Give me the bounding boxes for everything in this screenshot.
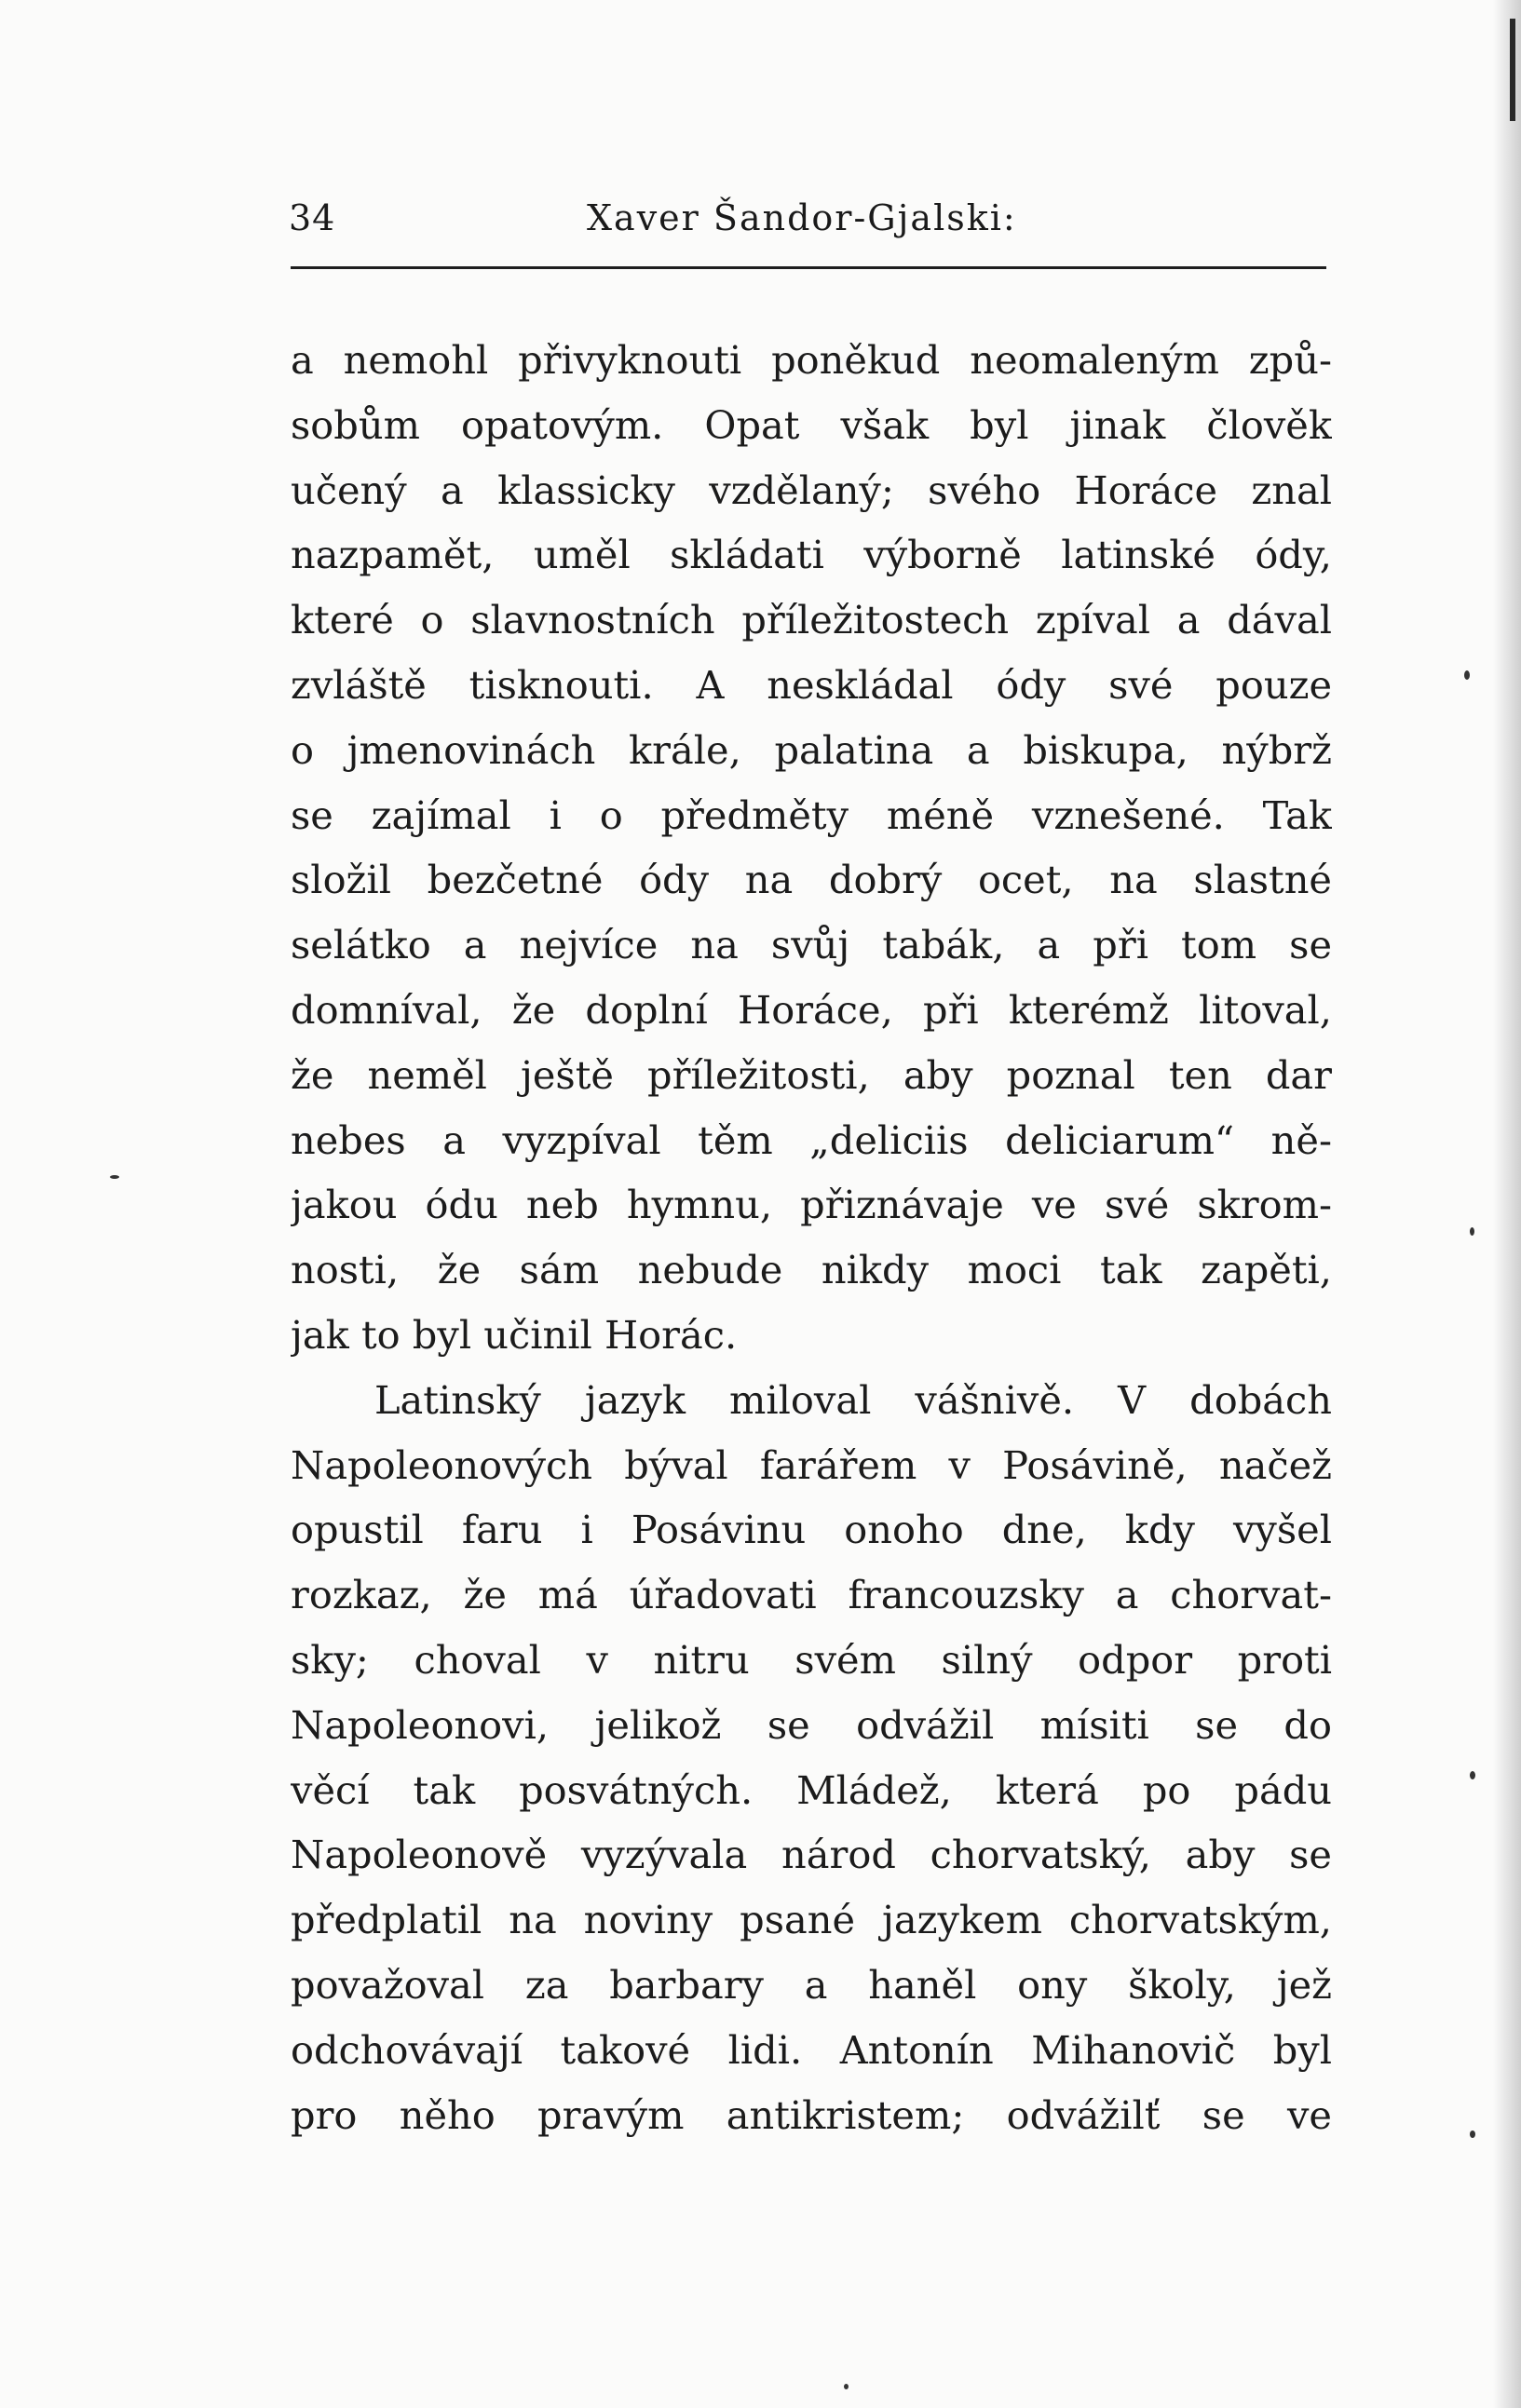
text-line: jak to byl učinil Horác. <box>291 1311 738 1358</box>
text-line: věcí tak posvátných. Mládež, která po pádu <box>291 1766 1332 1813</box>
text-line: odchovávají takové lidi. Antonín Mihanovič byl <box>291 2026 1332 2073</box>
text-line: se zajímal i o předměty méně vznešené. Tak <box>291 791 1332 838</box>
text-line: pro něho pravým antikristem; odvážilť se ve <box>291 2091 1332 2138</box>
text-line: o jmenovinách krále, palatina a biskupa, nýbrž <box>291 726 1332 773</box>
body-text <box>291 328 1332 2147</box>
text-line: domníval, že doplní Horáce, při kterémž litoval, <box>291 986 1332 1033</box>
page-edge-shadow <box>1493 0 1521 2408</box>
print-speck <box>844 2384 849 2389</box>
text-line: sky; choval v nitru svém silný odpor proti <box>291 1636 1332 1683</box>
text-line: nazpamět, uměl skládati výborně latinské ódy, <box>291 532 1332 578</box>
text-line: nebes a vyzpíval těm „deliciis deliciarum“ ně- <box>291 1116 1332 1163</box>
text-line: které o slavnostních příležitostech zpíval a dával <box>291 597 1332 643</box>
running-title: Xaver Šandor-Gjalski: <box>587 197 1017 238</box>
binding-mark <box>1510 19 1515 121</box>
text-line: Latinský jazyk miloval vášnivě. V dobách <box>374 1376 1332 1423</box>
text-line: Napoleonově vyzývala národ chorvatský, aby se <box>291 1832 1332 1878</box>
text-line: a nemohl přivyknouti poněkud neomaleným způ- <box>291 337 1332 383</box>
text-line: složil bezčetné ódy na dobrý ocet, na slastné <box>291 857 1332 903</box>
print-speck <box>1470 1771 1475 1779</box>
text-line: jakou ódu neb hymnu, přiznávaje ve své skrom- <box>291 1182 1332 1228</box>
text-line: předplatil na noviny psané jazykem chorvatským, <box>291 1897 1332 1943</box>
page-number: 34 <box>289 197 336 238</box>
header-rule <box>291 266 1326 269</box>
text-line: učený a klassicky vzdělaný; svého Horáce znal <box>291 467 1332 513</box>
print-speck <box>1470 1227 1474 1236</box>
print-speck <box>1464 670 1470 680</box>
text-line: nosti, že sám nebude nikdy moci tak zapěti, <box>291 1247 1332 1293</box>
text-line: opustil faru i Posávinu onoho dne, kdy vyšel <box>291 1507 1332 1553</box>
text-line: Napoleonových býval farářem v Posávině, načež <box>291 1441 1332 1488</box>
print-speck <box>1470 2131 1475 2138</box>
text-line: selátko a nejvíce na svůj tabák, a při tom se <box>291 922 1332 968</box>
text-line: sobům opatovým. Opat však byl jinak člověk <box>291 401 1332 448</box>
text-line: Napoleonovi, jelikož se odvážil mísiti se do <box>291 1701 1332 1748</box>
print-speck <box>110 1175 119 1179</box>
text-line: rozkaz, že má úřadovati francouzsky a chorvat- <box>291 1572 1332 1618</box>
running-header <box>289 197 1326 253</box>
text-line: zvláště tisknouti. A neskládal ódy své pouze <box>291 661 1332 708</box>
text-line: považoval za barbary a haněl ony školy, jež <box>291 1961 1332 2008</box>
text-line: že neměl ještě příležitosti, aby poznal ten dar <box>291 1051 1332 1098</box>
